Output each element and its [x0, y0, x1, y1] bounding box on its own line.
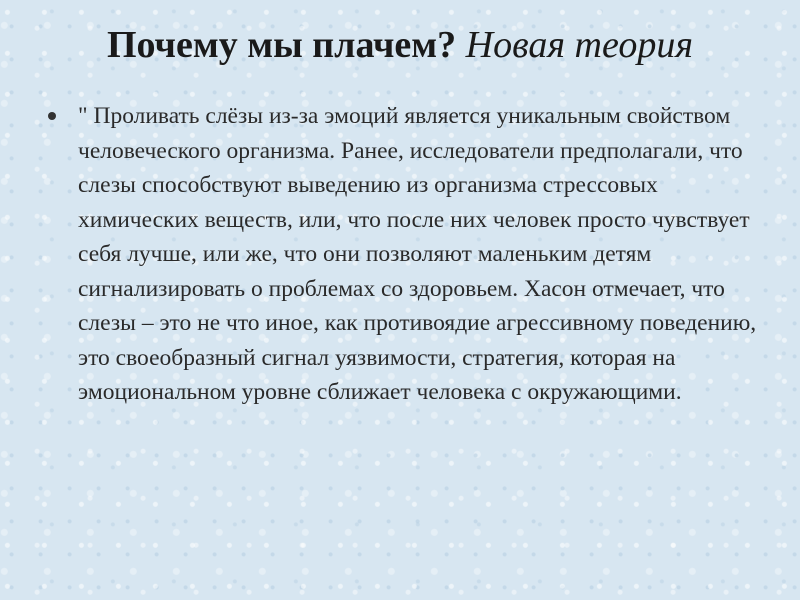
slide-body	[40, 99, 770, 410]
slide-title-subtitle: Новая теория	[465, 24, 693, 66]
bullet-text: " Проливать слёзы из-за эмоций является уникальным свойством человеческого организма. Ранее, исследователи предполагали, что слезы способствуют выведению из организма стрессовых химических веществ, или, что после них человек просто чувствует себя лучше, или же, что они позволяют маленьким детям сигнализировать о проблемах со здоровьем. Хасон отмечает, что слезы – это не что иное, как противоядие агрессивному поведению, это своеобразный сигнал уязвимости, стратегия, которая на эмоциональном уровне сближает человека с окружающими.	[78, 103, 757, 405]
bullet-dot-icon	[48, 112, 56, 120]
slide-title	[0, 22, 800, 68]
bullet-item	[40, 99, 770, 410]
slide-title-main: Почему мы плачем?	[106, 24, 457, 66]
